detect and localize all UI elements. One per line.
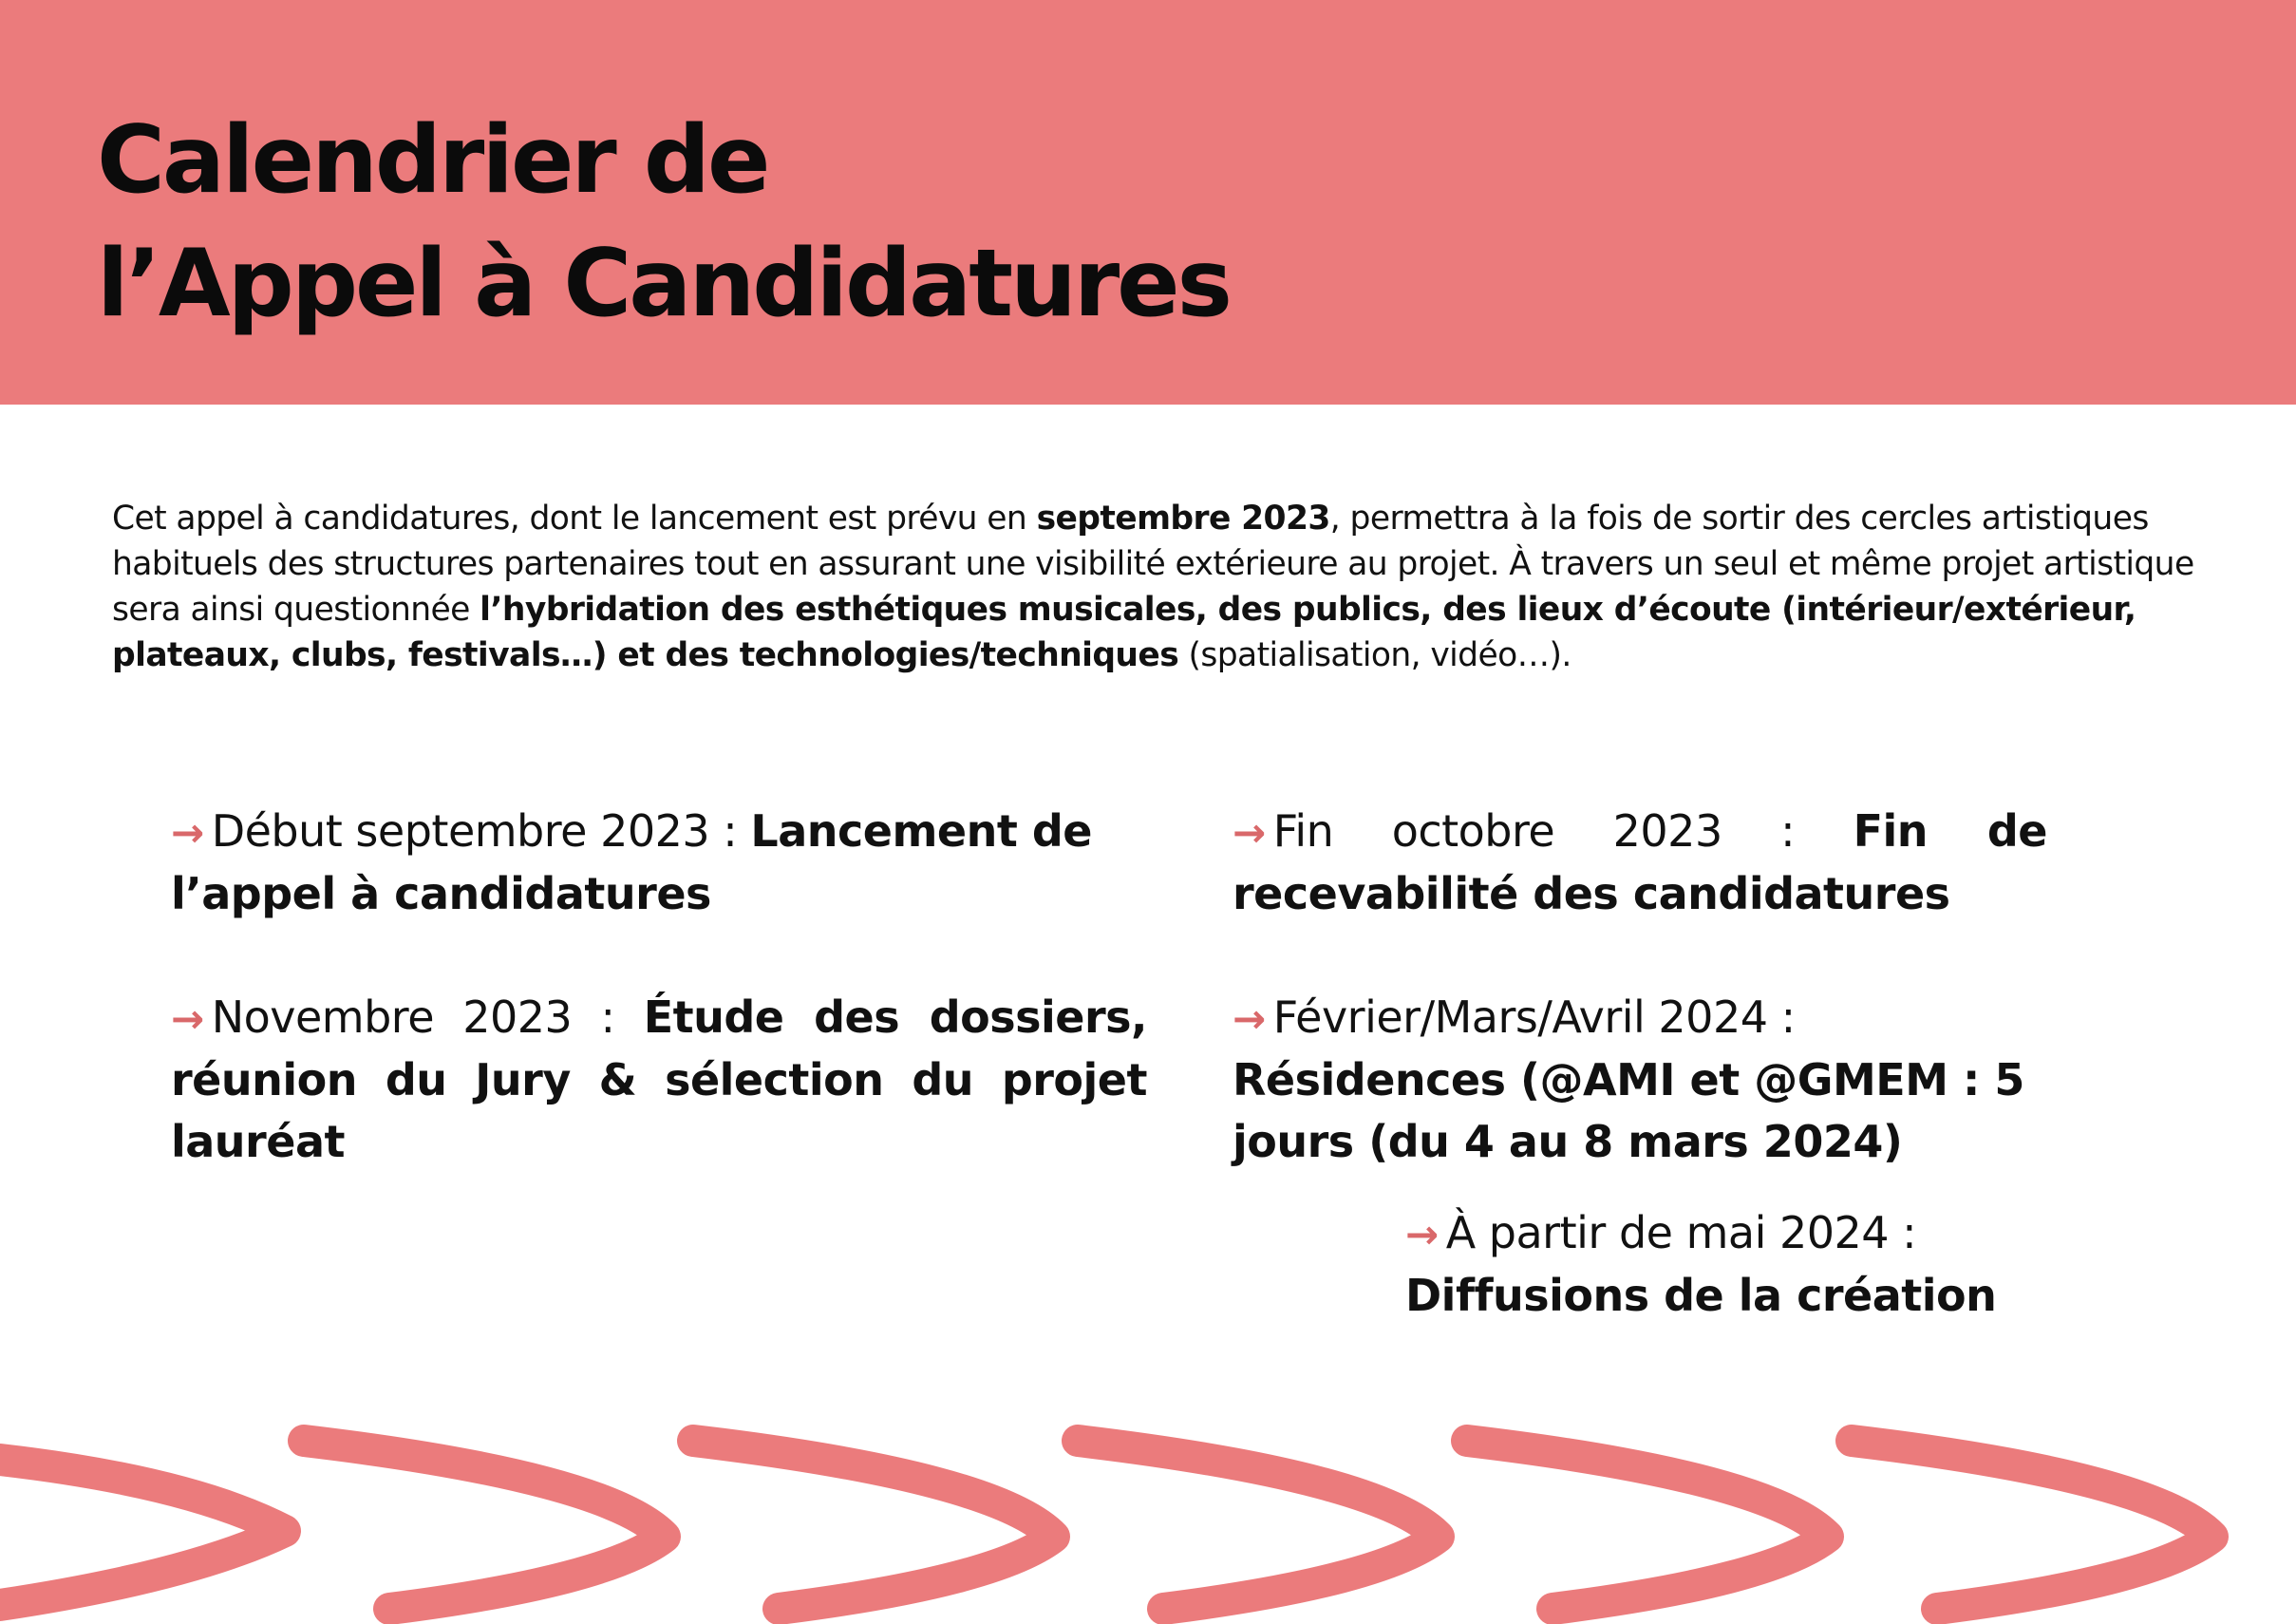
timeline-date: Février/Mars/Avril 2024 : xyxy=(1272,991,1796,1043)
arrow-right-icon: → xyxy=(1233,995,1266,1042)
page-title-line-1: Calendrier de xyxy=(97,106,768,215)
timeline-event: Étude des dossiers, réunion du Jury & sélection du projet lauréat xyxy=(171,991,1148,1167)
intro-text-2: , permettra à la fois de sortir des cercles artistiques habituels des structures partenaires tout en assurant une visibilité extérieure au projet. À travers un seul et même projet artistique sera ainsi questionnée xyxy=(112,500,2194,629)
chevron-pattern xyxy=(0,1396,2296,1624)
timeline-date: Novembre 2023 : xyxy=(211,991,644,1043)
timeline-item-launch xyxy=(171,801,1139,925)
timeline-item-selection xyxy=(171,987,1147,1173)
chevron-icon xyxy=(693,1441,1054,1609)
chevron-icon xyxy=(1852,1441,2212,1609)
chevron-icon xyxy=(0,1460,285,1605)
intro-bold-topics: l’hybridation des esthétiques musicales, des publics, des lieux d’écoute (intérieur/extérieur, plateaux, clubs, festivals…) et des technologies/techniques xyxy=(112,591,2136,674)
chevron-icon xyxy=(304,1441,665,1609)
timeline-item-residencies xyxy=(1233,987,2049,1173)
page-title xyxy=(97,99,1230,346)
timeline-date: À partir de mai 2024 : xyxy=(1445,1207,1917,1258)
timeline-event: Résidences (@AMI et @GMEM : 5 jours (du 4 au 8 mars 2024) xyxy=(1233,1054,2024,1167)
chevron-icon xyxy=(1078,1441,1439,1609)
timeline-event: Lancement de l’appel à candidatures xyxy=(171,805,1092,919)
intro-text-1: Cet appel à candidatures, dont le lancement est prévu en xyxy=(112,500,1037,538)
timeline-item-deadline xyxy=(1233,801,2047,925)
timeline-date: Début septembre 2023 : xyxy=(211,805,751,857)
arrow-right-icon: → xyxy=(1233,809,1266,856)
arrow-right-icon: → xyxy=(171,809,204,856)
arrow-right-icon: → xyxy=(171,995,204,1042)
intro-bold-date: septembre 2023 xyxy=(1036,500,1330,538)
chevron-icon xyxy=(1467,1441,1828,1609)
timeline-date: Fin octobre 2023 : xyxy=(1272,805,1854,857)
arrow-right-icon: → xyxy=(1405,1211,1439,1257)
intro-paragraph xyxy=(112,496,2206,678)
timeline-event: Fin de recevabilité des candidatures xyxy=(1233,805,2047,919)
intro-text-3: (spatialisation, vidéo…). xyxy=(1178,636,1571,674)
timeline-event: Diffusions de la création xyxy=(1405,1270,1997,1321)
timeline-item-diffusion xyxy=(1405,1202,2127,1327)
page-title-line-2: l’Appel à Candidatures xyxy=(97,230,1230,338)
